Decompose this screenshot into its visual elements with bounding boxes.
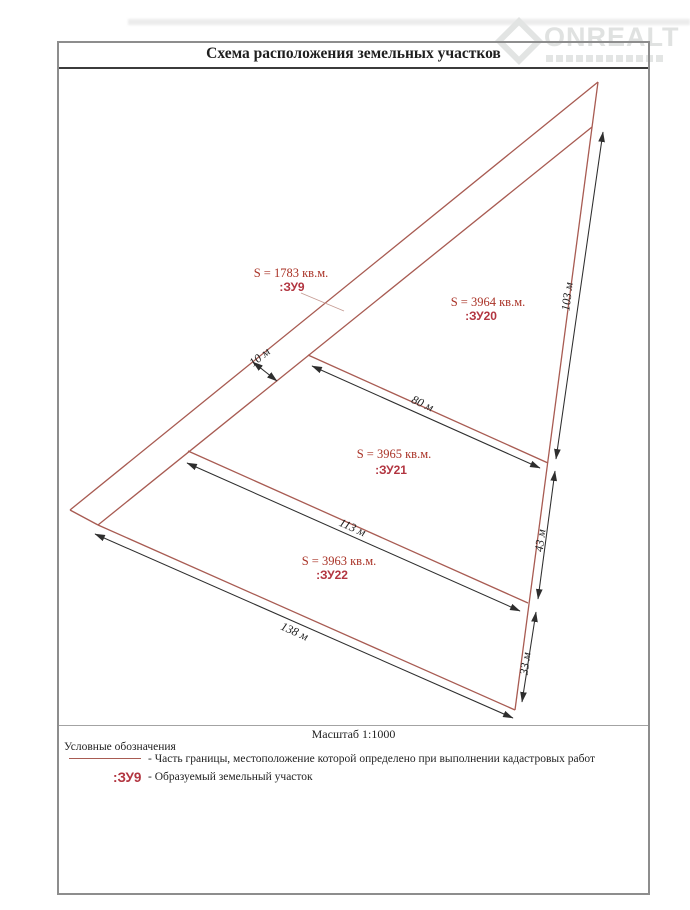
zu9-label-leader-line <box>301 293 344 311</box>
legend-item-boundary-text: - Часть границы, местоположение которой определено при выполнении кадастровых работ <box>148 753 596 765</box>
boundary-strip-lower-edge <box>98 127 592 525</box>
plot-zu22-area-label: S = 3963 кв.м. <box>301 554 377 568</box>
dim-label-103m: 103 м <box>558 281 576 312</box>
legend-item-parcel-text: - Образуемый земельный участок <box>148 771 313 783</box>
dim-label-43m: 43 м <box>531 528 549 553</box>
footer-separator-line <box>59 725 648 726</box>
boundary-bottom-edge <box>98 525 515 710</box>
plot-zu9-id-label: :ЗУ9 <box>279 280 305 294</box>
page-title: Схема расположения земельных участков <box>206 45 501 62</box>
plot-zu9-area-label: S = 1783 кв.м. <box>253 266 329 280</box>
dimension-line-113m <box>187 463 520 611</box>
legend-zu9-symbol: :ЗУ9 <box>113 770 142 785</box>
dim-label-33m: 33 м <box>516 651 534 676</box>
plot-zu21-area-label: S = 3965 кв.м. <box>356 447 432 461</box>
title-separator-line <box>59 67 648 69</box>
dim-label-10m: 10 м <box>246 344 273 370</box>
plot-zu22-id-label: :ЗУ22 <box>316 568 348 582</box>
plot-zu21-id-label: :ЗУ21 <box>375 463 407 477</box>
plot-zu20-area-label: S = 3964 кв.м. <box>450 295 526 309</box>
dim-label-138m: 138 м <box>278 619 311 644</box>
dim-label-80m: 80 м <box>409 392 436 415</box>
legend-red-line-sample <box>69 758 141 759</box>
legend-heading: Условные обозначения <box>64 741 176 753</box>
dim-label-113m: 113 м <box>337 515 369 540</box>
scale-label: Масштаб 1:1000 <box>311 727 396 741</box>
boundary-right-edge <box>515 82 598 710</box>
boundary-strip-left-cap <box>70 510 98 525</box>
plot-zu20-id-label: :ЗУ20 <box>465 309 497 323</box>
watermark-brand-text: ONREALT <box>544 22 680 52</box>
